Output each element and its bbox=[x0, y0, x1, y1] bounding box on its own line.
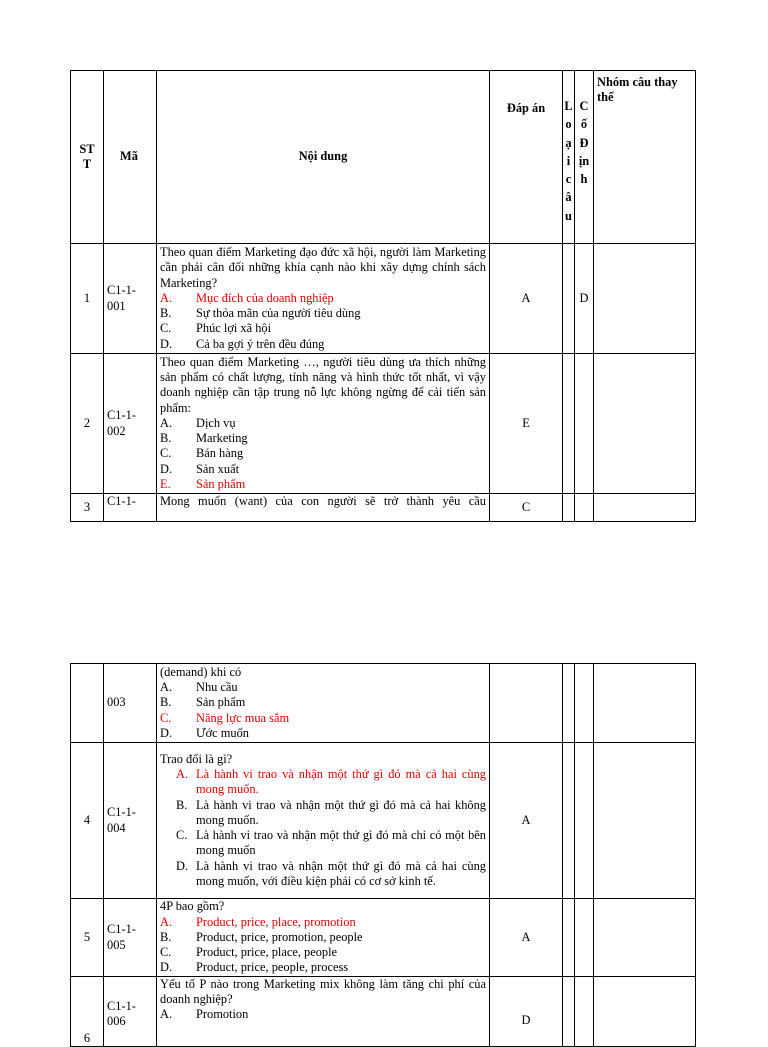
row-answer: C bbox=[490, 494, 563, 522]
option-key: A. bbox=[160, 1007, 173, 1022]
header-letter: â bbox=[565, 190, 572, 205]
option-key: A. bbox=[160, 290, 173, 305]
row-answer: A bbox=[490, 743, 563, 899]
option-text: Là hành vi trao và nhận một thứ gì đó mà cả hai không mong muốn. bbox=[196, 797, 486, 827]
header-letter: i bbox=[566, 153, 571, 168]
row-loai-cau bbox=[563, 494, 575, 522]
row-loai-cau bbox=[563, 977, 575, 1047]
question-text: Yếu tố P nào trong Marketing mix không làm tăng chi phí của doanh nghiệp? bbox=[160, 977, 486, 1007]
row-answer: E bbox=[490, 354, 563, 494]
answer-option bbox=[160, 680, 486, 695]
row-loai-cau bbox=[563, 244, 575, 354]
header-loai-cau bbox=[563, 71, 575, 244]
row-content bbox=[157, 354, 490, 494]
answer-option bbox=[160, 1007, 486, 1022]
option-text: Bán hàng bbox=[196, 446, 244, 461]
row-ma: C1-1-001 bbox=[104, 244, 157, 354]
option-text: Sản phẩm bbox=[196, 695, 246, 710]
option-key: B. bbox=[160, 306, 172, 321]
option-text: Marketing bbox=[196, 431, 248, 446]
option-key: D. bbox=[160, 725, 173, 740]
row-stt: 5 bbox=[71, 899, 104, 977]
row-answer bbox=[490, 664, 563, 743]
option-text: Product, price, promotion, people bbox=[196, 929, 363, 944]
option-text: Product, price, place, promotion bbox=[196, 914, 356, 929]
row-loai-cau bbox=[563, 743, 575, 899]
answer-option bbox=[160, 915, 486, 930]
row-ma: C1-1-006 bbox=[104, 977, 157, 1047]
option-key: A. bbox=[160, 680, 173, 695]
option-text: Năng lực mua sắm bbox=[196, 710, 290, 725]
row-ma: C1-1-002 bbox=[104, 354, 157, 494]
row-stt bbox=[71, 664, 104, 743]
option-text: Sự thỏa mãn của người tiêu dùng bbox=[196, 306, 361, 321]
row-loai-cau bbox=[563, 354, 575, 494]
question-text: 4P bao gồm? bbox=[160, 899, 225, 914]
option-key: D. bbox=[160, 461, 173, 476]
row-loai-cau bbox=[563, 899, 575, 977]
option-key: B. bbox=[160, 929, 172, 944]
row-ma: 003 bbox=[104, 664, 157, 743]
answer-option bbox=[160, 446, 486, 461]
header-noi-dung: Nội dung bbox=[157, 71, 490, 244]
row-ma: C1-1-004 bbox=[104, 743, 157, 899]
option-key: E. bbox=[160, 476, 171, 491]
table-row bbox=[71, 354, 696, 494]
row-stt: 3 bbox=[71, 494, 104, 522]
answer-option bbox=[160, 960, 486, 975]
header-letter: h bbox=[580, 172, 588, 187]
header-ma: Mã bbox=[104, 71, 157, 244]
option-key: A. bbox=[160, 415, 173, 430]
header-letter: ịn bbox=[578, 153, 590, 168]
row-answer: A bbox=[490, 899, 563, 977]
header-dap-an: Đáp án bbox=[490, 71, 563, 244]
row-stt: 4 bbox=[71, 743, 104, 899]
answer-option bbox=[160, 321, 486, 336]
option-key: A. bbox=[176, 767, 189, 782]
option-text: Product, price, people, process bbox=[196, 960, 349, 975]
row-content bbox=[157, 664, 490, 743]
option-key: C. bbox=[160, 446, 172, 461]
row-stt: 2 bbox=[71, 354, 104, 494]
row-co-dinh bbox=[575, 494, 594, 522]
question-table-page-1 bbox=[70, 70, 696, 522]
header-letter: o bbox=[565, 117, 572, 132]
option-key: A. bbox=[160, 914, 173, 929]
option-text: Cả ba gợi ý trên đều đúng bbox=[196, 336, 325, 351]
row-nhom bbox=[594, 743, 696, 899]
option-text: Là hành vi trao và nhận một thứ gì đó mà cả hai cùng mong muốn. bbox=[196, 767, 486, 797]
answer-option bbox=[160, 711, 486, 726]
row-ma: C1-1- bbox=[104, 494, 157, 522]
answer-option bbox=[160, 726, 486, 741]
row-nhom bbox=[594, 354, 696, 494]
row-stt: 6 bbox=[71, 977, 104, 1047]
header-stt: STT bbox=[71, 71, 104, 244]
answer-option bbox=[160, 945, 486, 960]
row-answer: A bbox=[490, 244, 563, 354]
answer-option bbox=[160, 306, 486, 321]
question-text: (demand) khi có bbox=[160, 664, 242, 679]
row-content bbox=[157, 899, 490, 977]
option-text: Phúc lợi xã hội bbox=[196, 321, 272, 336]
table-row bbox=[71, 977, 696, 1047]
option-key: C. bbox=[160, 321, 172, 336]
option-key: B. bbox=[160, 695, 172, 710]
answer-option bbox=[160, 431, 486, 446]
answer-option bbox=[160, 477, 486, 492]
row-content bbox=[157, 743, 490, 899]
question-text: Mong muốn (want) của con người sẽ trở thành yêu cầu bbox=[160, 494, 486, 508]
header-letter: ạ bbox=[565, 135, 572, 150]
answer-option bbox=[160, 798, 486, 828]
option-key: C. bbox=[160, 945, 172, 960]
option-key: D. bbox=[176, 858, 189, 873]
row-nhom bbox=[594, 664, 696, 743]
table-row bbox=[71, 494, 696, 522]
header-row bbox=[71, 71, 696, 244]
row-nhom bbox=[594, 494, 696, 522]
question-text: Theo quan điểm Marketing đạo đức xã hội, người làm Marketing cần phải cân đối những khía cạnh nào khi xây dựng chính sách Marketing? bbox=[160, 245, 486, 290]
answer-option bbox=[160, 930, 486, 945]
row-nhom bbox=[594, 244, 696, 354]
row-co-dinh bbox=[575, 354, 594, 494]
option-text: Là hành vi trao và nhận một thứ gì đó mà chỉ có một bên mong muốn bbox=[196, 828, 486, 858]
header-letter: C bbox=[579, 99, 589, 113]
table-row bbox=[71, 743, 696, 899]
question-table-page-2 bbox=[70, 663, 696, 1047]
question-text: Trao đổi là gì? bbox=[160, 752, 233, 767]
question-text: Theo quan điểm Marketing …, người tiêu dùng ưa thích những sản phẩm có chất lượng, tính năng và hình thức tốt nhất, vì vậy doanh nghiệp cần tập trung nỗ lực không ngừng để cải tiến sản phẩm: bbox=[160, 355, 486, 415]
row-co-dinh bbox=[575, 977, 594, 1047]
option-key: D. bbox=[160, 960, 173, 975]
answer-option bbox=[160, 695, 486, 710]
row-ma: C1-1-005 bbox=[104, 899, 157, 977]
row-answer: D bbox=[490, 977, 563, 1047]
option-text: Mục đích của doanh nghiệp bbox=[196, 290, 334, 305]
answer-option bbox=[160, 767, 486, 797]
row-stt: 1 bbox=[71, 244, 104, 354]
header-letter: L bbox=[564, 99, 573, 113]
row-content bbox=[157, 494, 490, 522]
table-row bbox=[71, 244, 696, 354]
row-nhom bbox=[594, 977, 696, 1047]
option-text: Ước muốn bbox=[196, 725, 249, 740]
row-co-dinh: D bbox=[575, 244, 594, 354]
row-co-dinh bbox=[575, 743, 594, 899]
header-letter: ố bbox=[580, 117, 588, 132]
answer-option bbox=[160, 337, 486, 352]
row-content bbox=[157, 244, 490, 354]
table-row bbox=[71, 664, 696, 743]
answer-option bbox=[160, 416, 486, 431]
option-text: Nhu cầu bbox=[196, 680, 238, 695]
answer-option bbox=[160, 828, 486, 858]
header-co-dinh bbox=[575, 71, 594, 244]
option-text: Dịch vụ bbox=[196, 415, 236, 430]
option-key: C. bbox=[176, 828, 188, 843]
row-co-dinh bbox=[575, 664, 594, 743]
option-text: Sản xuất bbox=[196, 461, 240, 476]
header-nhom-cau-thay-the: Nhóm câu thay thế bbox=[594, 71, 696, 244]
option-text: Promotion bbox=[196, 1007, 249, 1022]
option-text: Product, price, place, people bbox=[196, 945, 338, 960]
option-key: B. bbox=[160, 431, 172, 446]
row-co-dinh bbox=[575, 899, 594, 977]
option-key: B. bbox=[176, 797, 188, 812]
header-letter: Đ bbox=[579, 135, 589, 150]
table-row bbox=[71, 899, 696, 977]
header-letter: u bbox=[565, 208, 572, 223]
header-letter: c bbox=[565, 172, 572, 187]
answer-option bbox=[160, 859, 486, 889]
answer-option bbox=[160, 291, 486, 306]
row-loai-cau bbox=[563, 664, 575, 743]
answer-option bbox=[160, 462, 486, 477]
option-key: C. bbox=[160, 710, 172, 725]
option-text: Sản phẩm bbox=[196, 476, 246, 491]
option-text: Là hành vi trao và nhận một thứ gì đó mà cả hai cùng mong muốn, với điều kiện phải có cơ sở kinh tế. bbox=[196, 858, 486, 888]
row-content bbox=[157, 977, 490, 1047]
option-key: D. bbox=[160, 336, 173, 351]
row-nhom bbox=[594, 899, 696, 977]
